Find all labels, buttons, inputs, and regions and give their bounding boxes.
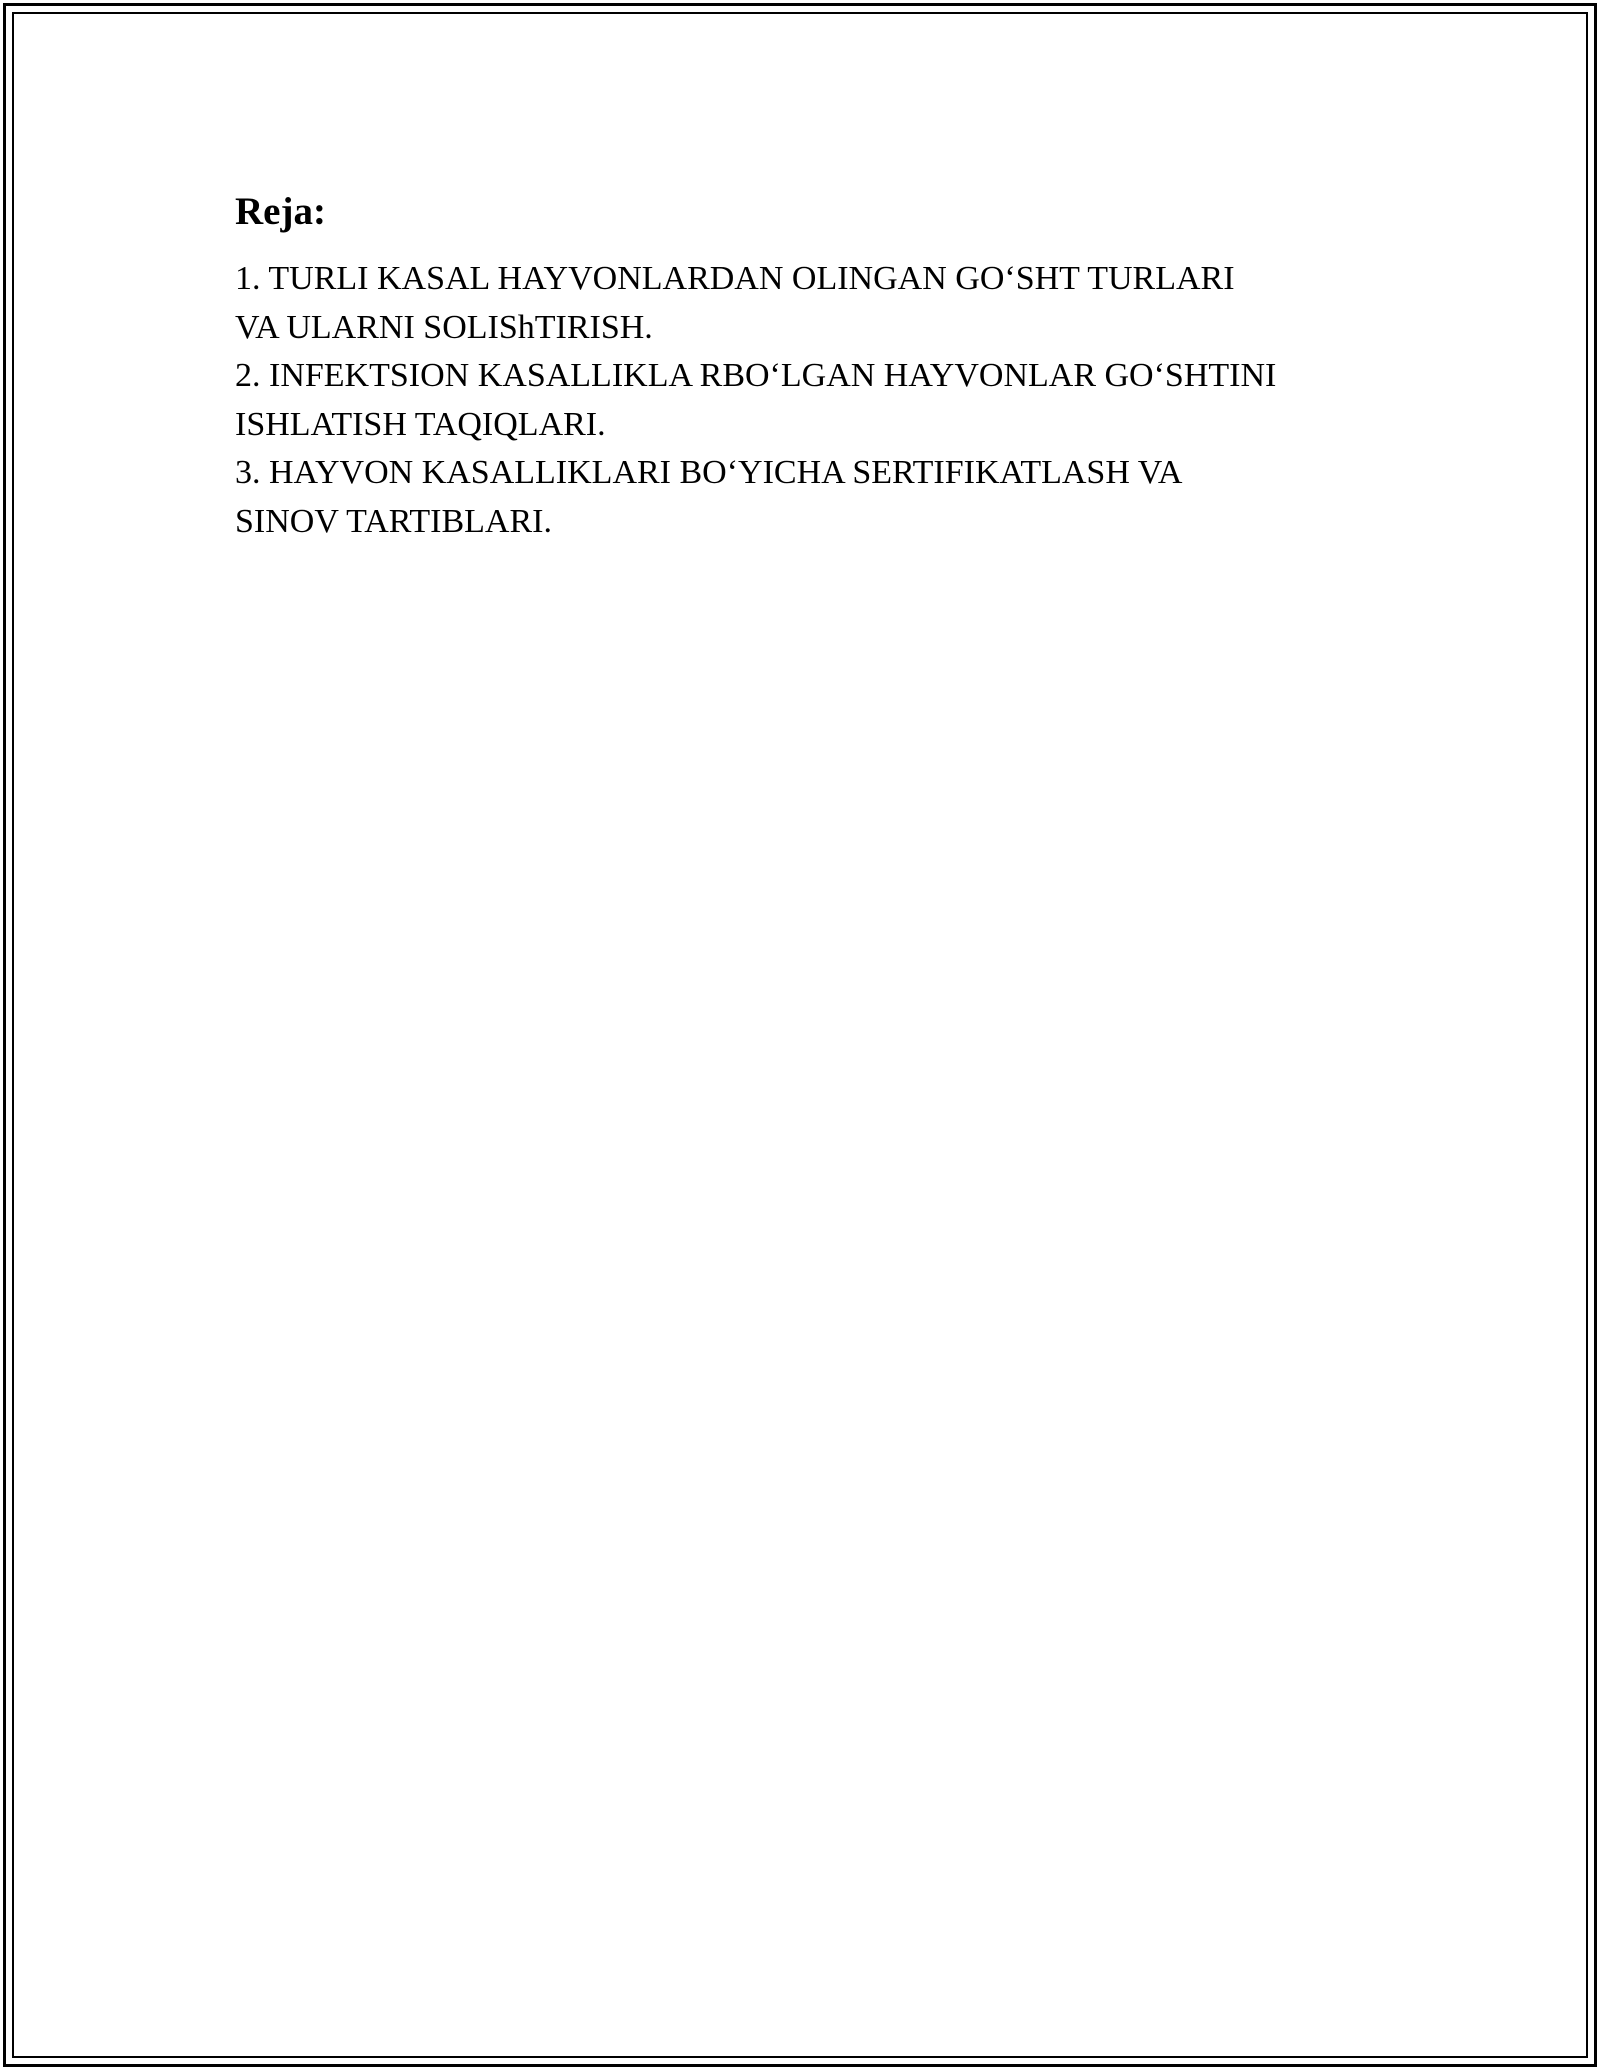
plan-item-1-line-1: 1. TURLI KASAL HAYVONLARDAN OLINGAN GO‘SHT TURLARI [235,260,1235,297]
plan-item-2-line-1: 2. INFEKTSION KASALLIKLA RBO‘LGAN HAYVONLAR GO‘SHTINI [235,357,1277,394]
plan-item-3 [235,449,1395,546]
plan-item-2 [235,352,1395,449]
plan-list [235,255,1395,546]
plan-item-1-line-2: VA ULARNI SOLIShTIRISH. [235,308,653,346]
document-body [235,183,1395,546]
plan-item-3-line-2: SINOV TARTIBLARI. [235,502,552,540]
plan-item-3-line-1: 3. HAYVON KASALLIKLARI BO‘YICHA SERTIFIKATLASH VA [235,454,1183,491]
plan-item-1 [235,255,1395,352]
plan-item-2-line-2: ISHLATISH TAQIQLARI. [235,405,606,443]
plan-heading: Reja: [235,190,326,233]
